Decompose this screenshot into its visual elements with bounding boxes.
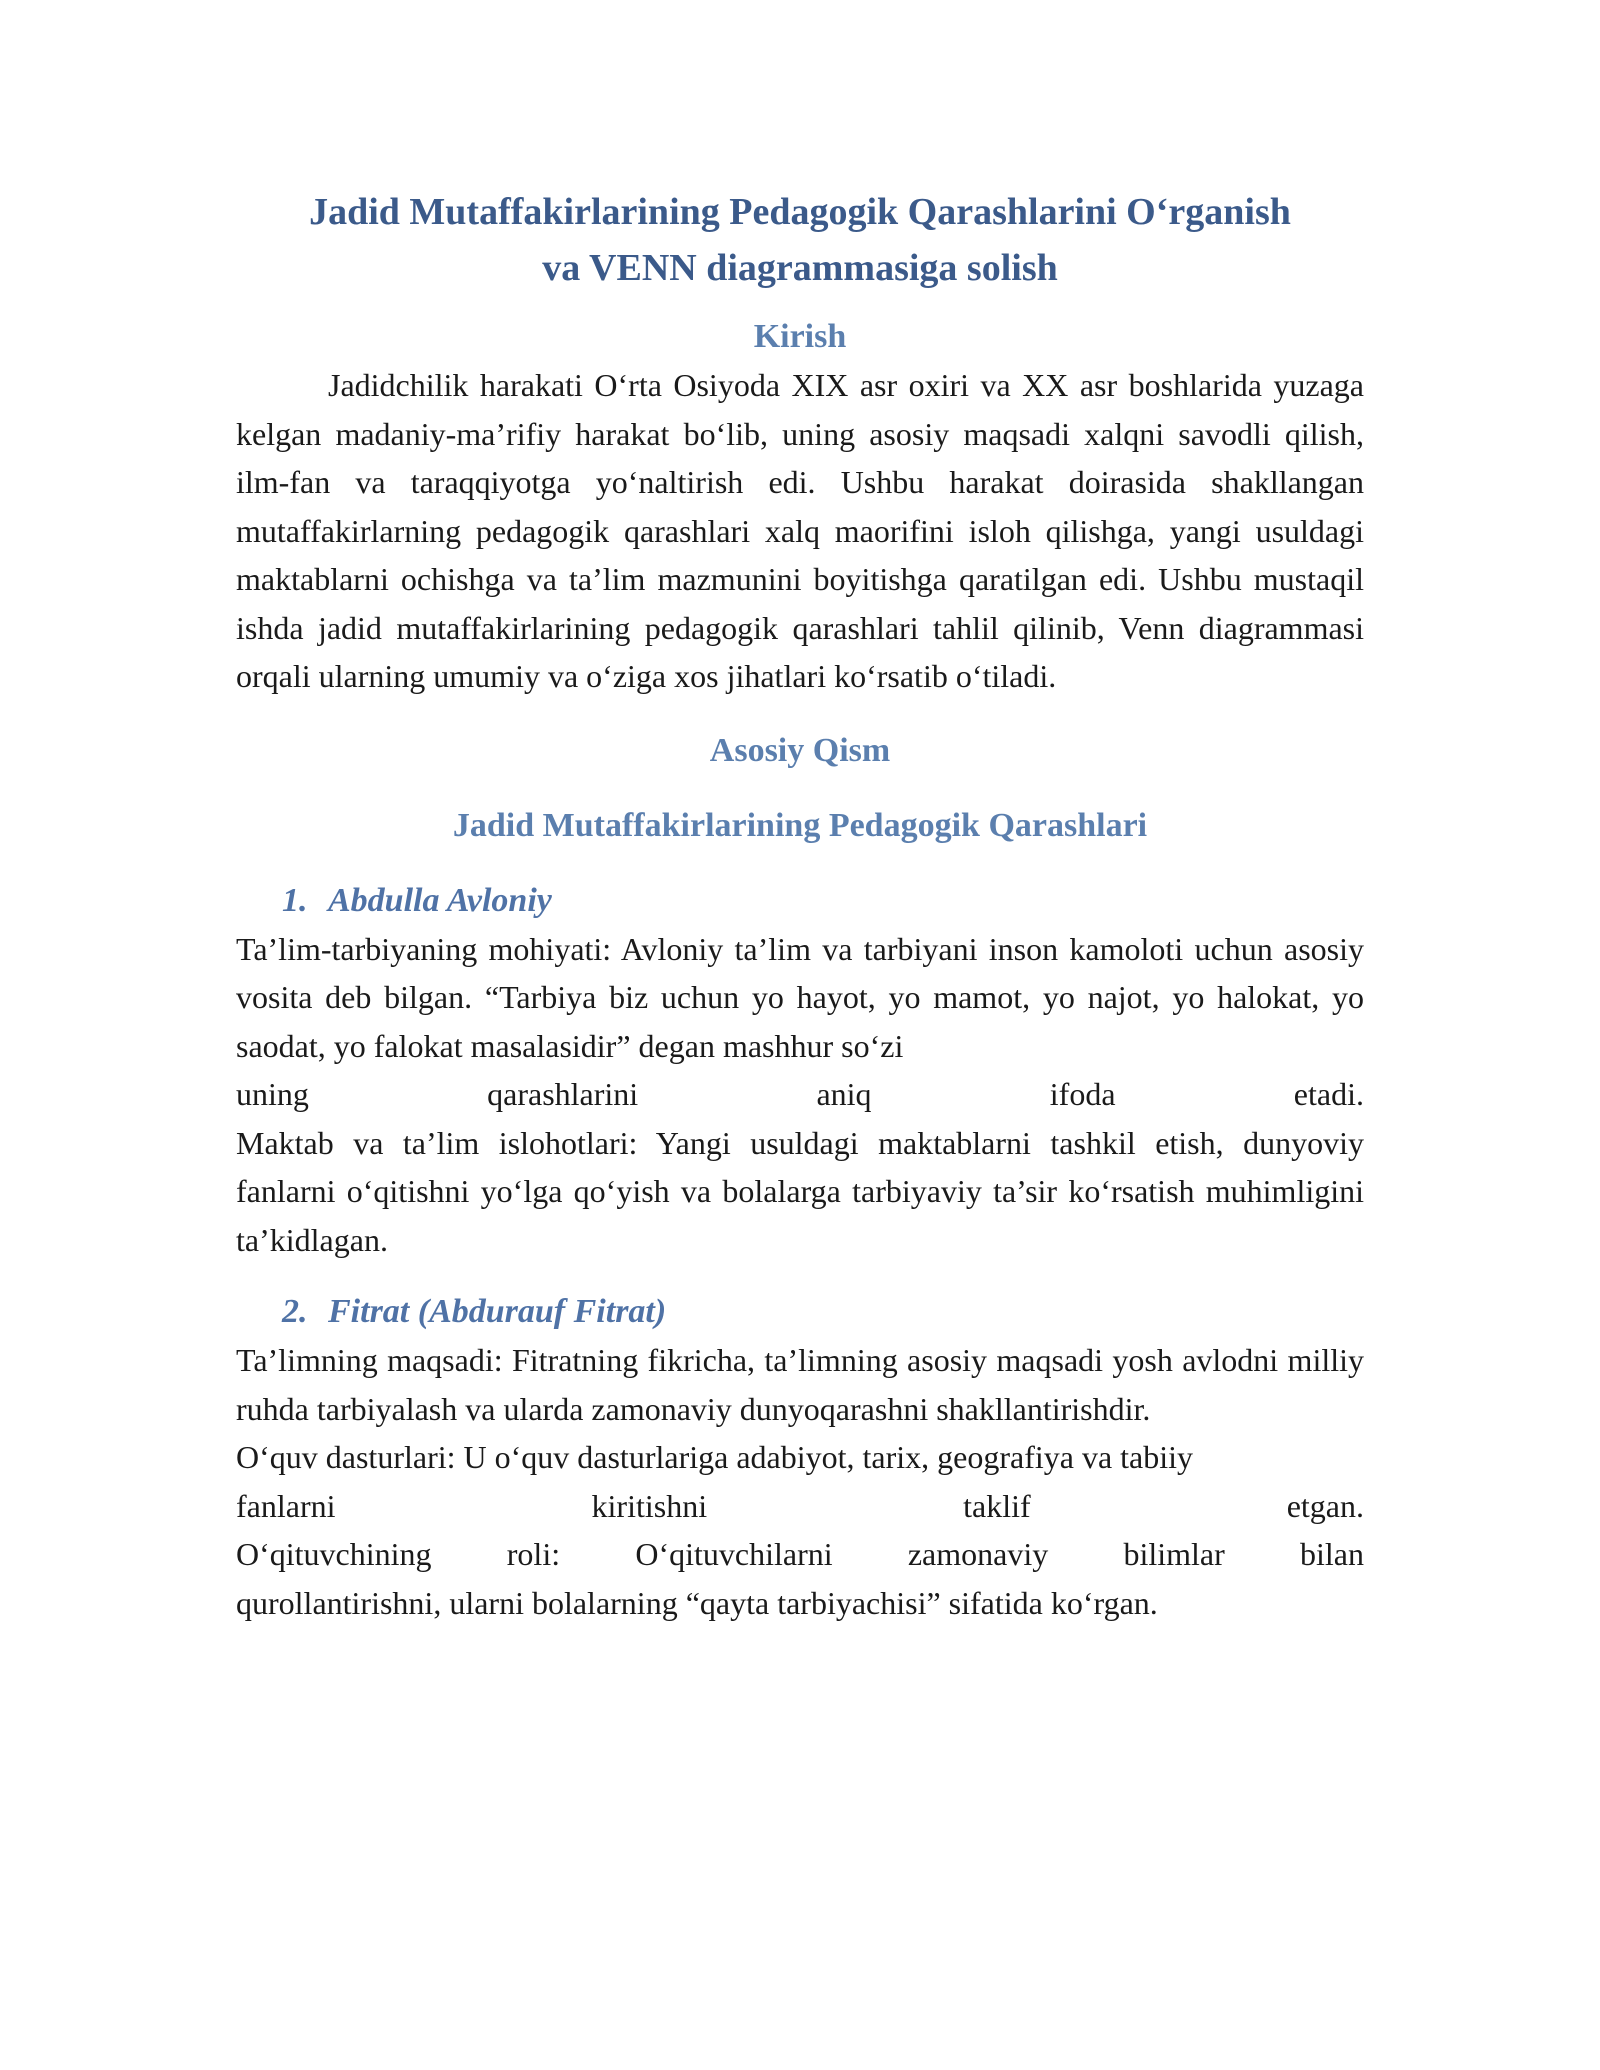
thinker-paragraph (236, 925, 1364, 1265)
word: roli: (506, 1536, 561, 1572)
thinker-paragraph (236, 1336, 1364, 1627)
intro-paragraph: Jadidchilik harakati O‘rta Osiyoda XIX asr oxiri va XX asr boshlarida yuzaga kelgan madaniy-ma’rifiy harakat bo‘lib, uning asosiy maqsadi xalqni savodli qilish, ilm-fan va taraqqiyotga yo‘naltirish edi. Ushbu harakat doirasida shakllangan mutaffakirlarning pedagogik qarashlari xalq maorifini isloh qilishga, yangi usuldagi maktablarni ochishga va ta’lim mazmunini boyitishga qaratilgan edi. Ushbu mustaqil ishda jadid mutaffakirlarining pedagogik qarashlari tahlil qilinib, Venn diagrammasi orqali ularning umumiy va o‘ziga xos jihatlari ko‘rsatib o‘tiladi. (236, 367, 1364, 694)
word: O‘qituvchining (236, 1536, 432, 1572)
paragraph-text: qurollantirishni, ularni bolalarning “qayta tarbiyachisi” sifatida ko‘rgan. (236, 1584, 1158, 1621)
thinker-section-fitrat (236, 1288, 1364, 1627)
thinker-heading (236, 1288, 1364, 1336)
paragraph-text: Ta’lim-tarbiyaning mohiyati: Avloniy ta’lim va tarbiyani inson kamoloti uchun asosiy vosita deb bilgan. “Tarbiya biz uchun yo hayot, yo mamot, yo najot, yo halokat, yo saodat, yo falokat masalasidir” degan mashhur so‘zi (236, 930, 1364, 1064)
thinker-section-avloniy (236, 877, 1364, 1265)
paragraph-text: Maktab va ta’lim islohotlari: Yangi usuldagi maktablarni tashkil etish, dunyoviy fanlarni o‘qitishni yo‘lga qo‘yish va bolalarga tarbiyaviy ta’sir ko‘rsatish muhimligini ta’kidlagan. (236, 1124, 1364, 1258)
spread-line (236, 1530, 1364, 1579)
word: fanlarni (236, 1487, 336, 1524)
spread-line (236, 1482, 1364, 1531)
paragraph-text: Ta’limning maqsadi: Fitratning fikricha, ta’limning asosiy maqsadi yosh avlodni milliy ruhda tarbiyalash va ularda zamonaviy dunyoqarashni shakllantirishdir. (236, 1342, 1364, 1427)
thinker-name: Fitrat (Abdurauf Fitrat) (328, 1293, 667, 1330)
thinker-heading (236, 877, 1364, 925)
word: etgan. (1286, 1487, 1364, 1524)
word: taklif (963, 1487, 1031, 1524)
word: kiritishni (591, 1487, 708, 1524)
thinker-name: Abdulla Avloniy (328, 881, 552, 919)
main-subheading: Jadid Mutaffakirlarining Pedagogik Qarashlari (452, 806, 1148, 844)
title-line-1: Jadid Mutaffakirlarining Pedagogik Qarashlarini O‘rganish (309, 191, 1291, 233)
paragraph-text: O‘quv dasturlari: U o‘quv dasturlariga adabiyot, tarix, geografiya va tabiiy (236, 1439, 1194, 1475)
word: O‘qituvchilarni (635, 1536, 833, 1572)
word: qarashlarini (487, 1076, 639, 1112)
word: zamonaviy (907, 1536, 1049, 1572)
intro-heading: Kirish (753, 318, 847, 355)
list-number: 1. (282, 881, 308, 919)
word: uning (236, 1076, 309, 1112)
list-number: 2. (282, 1293, 308, 1330)
word: aniq (816, 1076, 872, 1112)
main-heading: Asosiy Qism (709, 731, 891, 769)
title-line-2: va VENN diagrammasiga solish (542, 247, 1058, 289)
word: ifoda (1049, 1076, 1116, 1112)
spread-line (236, 1070, 1364, 1119)
word: bilimlar (1123, 1536, 1225, 1572)
word: bilan (1300, 1536, 1364, 1572)
document-title (236, 184, 1364, 296)
word: etadi. (1293, 1076, 1364, 1112)
